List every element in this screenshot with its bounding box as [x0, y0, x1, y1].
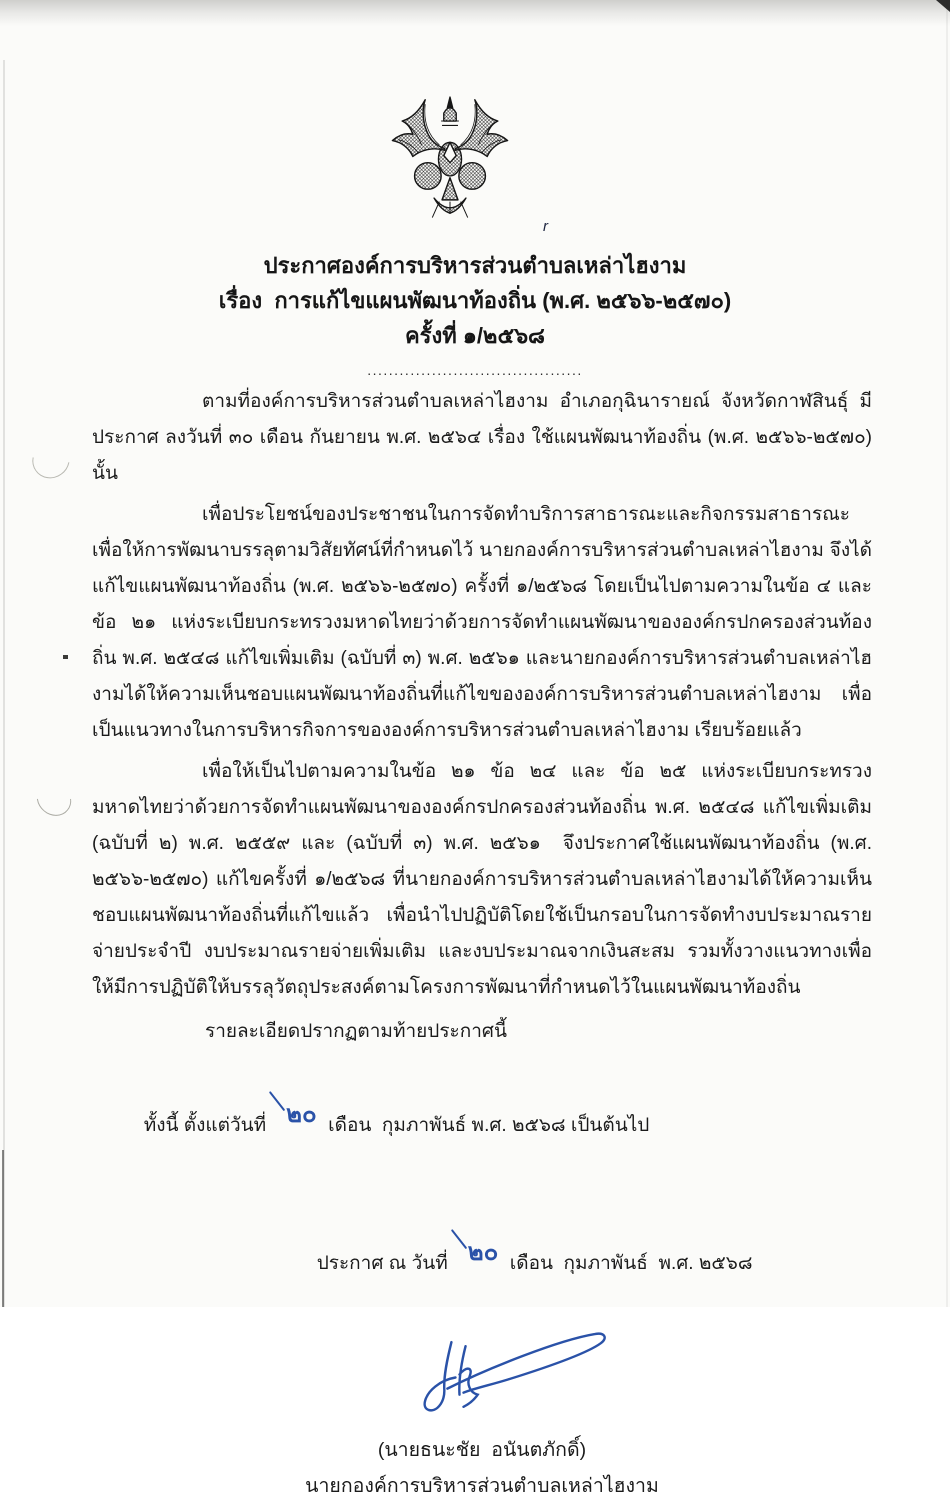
title-line-3: ครั้งที่ ๑/๒๕๖๘ — [404, 323, 546, 348]
effective-date-prefix: ทั้งนี้ ตั้งแต่วันที่ — [143, 1115, 267, 1136]
paragraph-rationale: เพื่อประโยชน์ของประชาชนในการจัดทำบริการสาธารณะและกิจกรรมสาธารณะ เพื่อให้การพัฒนาบรรลุตามวิสัยทัศน์ที่กำหนดไว้ นายกองค์การบริหารส่วนตำบลเหล่าไฮงาม จึงได้แก้ไขแผนพัฒนาท้องถิ่น (พ.ศ. ๒๕๖๖-๒๕๗๐) ครั้งที่ ๑/๒๕๖๘ โดยเป็นไปตามความในข้อ ๔ และ ข้อ ๒๑ แห่งระเบียบกระทรวงมหาดไทยว่าด้วยการจัดทำแผนพัฒนาขององค์กรปกครองส่วนท้องถิ่น พ.ศ. ๒๕๔๘ แก้ไขเพิ่มเติม (ฉบับที่ ๓) พ.ศ. ๒๕๖๑ และนายกองค์การบริหารส่วนตำบลเหล่าไฮงามได้ให้ความเห็นชอบแผนพัฒนาท้องถิ่นที่แก้ไขขององค์การบริหารส่วนตำบลเหล่าไฮงาม เพื่อเป็นแนวทางในการบริหารกิจการขององค์การบริหารส่วนตำบลเหล่าไฮงาม เรียบร้อยแล้ว — [92, 504, 878, 741]
handwritten-day-text: ๒๐ — [286, 1101, 317, 1128]
title-line-2: เรื่อง การแก้ไขแผนพัฒนาท้องถิ่น (พ.ศ. ๒๕๖๖-๒๕๗๐) — [218, 288, 732, 313]
ink-speck — [63, 655, 68, 659]
handwriting-stroke — [269, 1091, 286, 1111]
signature-ink — [407, 1324, 619, 1430]
scan-edge-shadow-top — [0, 0, 950, 26]
document-body — [92, 384, 878, 1504]
effective-date-suffix: เดือน กุมภาพันธ์ พ.ศ. ๒๕๖๘ เป็นต้นไป — [328, 1115, 650, 1136]
handwritten-day-text: ๒๐ — [467, 1239, 499, 1266]
stray-print-mark: r — [543, 218, 548, 235]
effective-date-line — [112, 1067, 872, 1180]
title-line-1: ประกาศองค์การบริหารส่วนตำบลเหล่าไฮงาม — [263, 253, 687, 278]
hole-punch-mark-bottom — [30, 775, 78, 823]
handwritten-day-effective — [274, 1103, 320, 1137]
signer-block — [92, 1432, 872, 1504]
paragraph-preamble: ตามที่องค์การบริหารส่วนตำบลเหล่าไฮงาม อำเภอกุฉินารายณ์ จังหวัดกาฬสินธุ์ มีประกาศ ลงวันที่ ๓๐ เดือน กันยายน พ.ศ. ๒๕๖๔ เรื่อง ใช้แผนพัฒนาท้องถิ่น (พ.ศ. ๒๕๖๖-๒๕๗๐) นั้น — [92, 391, 878, 484]
announce-date-suffix: เดือน กุมภาพันธ์ พ.ศ. ๒๕๖๘ — [509, 1253, 753, 1274]
announce-date-prefix: ประกาศ ณ วันที่ — [316, 1253, 448, 1274]
scan-edge-line-left-dark — [2, 1150, 4, 1307]
announcement-date-line — [285, 1205, 872, 1318]
handwriting-stroke — [451, 1229, 468, 1249]
hole-punch-mark-top — [25, 434, 77, 485]
closing-note: รายละเอียดปรากฏตามท้ายประกาศนี้ — [205, 1021, 507, 1042]
signer-position: นายกองค์การบริหารส่วนตำบลเหล่าไฮงาม — [305, 1475, 659, 1497]
handwritten-day-announce — [456, 1241, 502, 1275]
dotted-divider: ........................................ — [367, 362, 583, 378]
garuda-emblem-icon — [388, 90, 512, 230]
signer-name: (นายธนะชัย อนันตภักดิ์) — [377, 1439, 587, 1461]
paragraph-resolution: เพื่อให้เป็นไปตามความในข้อ ๒๑ ข้อ ๒๔ และ ข้อ ๒๕ แห่งระเบียบกระทรวงมหาดไทยว่าด้วยการจัดทำแผนพัฒนาขององค์กรปกครองส่วนท้องถิ่น พ.ศ. ๒๕๔๘ แก้ไขเพิ่มเติม (ฉบับที่ ๒) พ.ศ. ๒๕๕๙ และ (ฉบับที่ ๓) พ.ศ. ๒๕๖๑ จึงประกาศใช้แผนพัฒนาท้องถิ่น (พ.ศ. ๒๕๖๖-๒๕๗๐) แก้ไขครั้งที่ ๑/๒๕๖๘ ที่นายกองค์การบริหารส่วนตำบลเหล่าไฮงามได้ให้ความเห็นชอบแผนพัฒนาท้องถิ่นที่แก้ไขแล้ว เพื่อนำไปปฏิบัติโดยใช้เป็นกรอบในการจัดทำงบประมาณรายจ่ายประจำปี งบประมาณรายจ่ายเพิ่มเติม และงบประมาณจากเงินสะสม รวมทั้งวางแนวทางเพื่อให้มีการปฏิบัติให้บรรลุวัตถุประสงค์ตามโครงการพัฒนาที่กำหนดไว้ในแผนพัฒนาท้องถิ่น — [92, 761, 878, 998]
scan-edge-line-right — [946, 0, 948, 1307]
document-heading — [0, 248, 950, 378]
